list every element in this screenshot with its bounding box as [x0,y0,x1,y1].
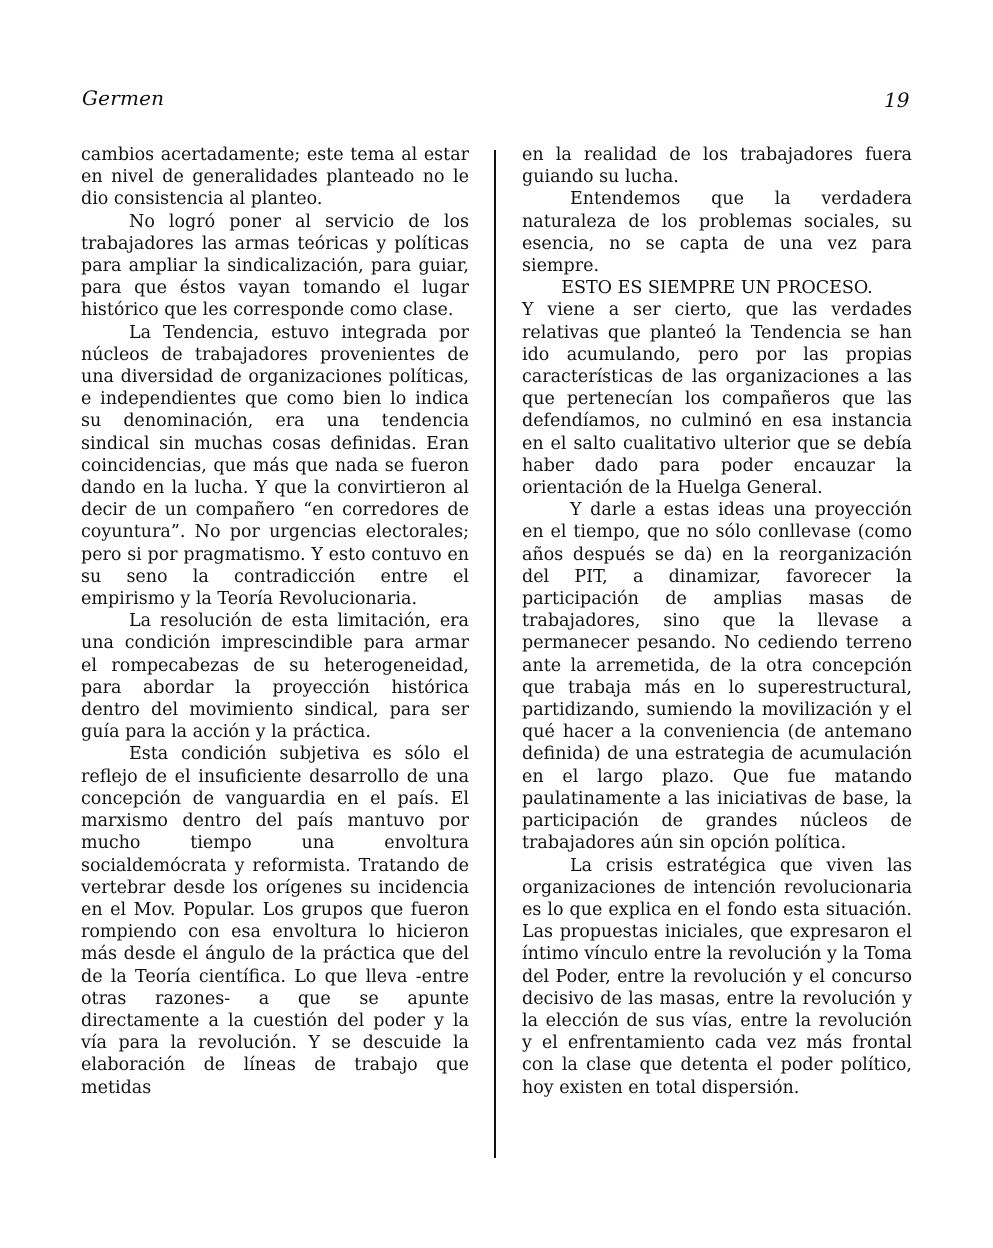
left-paragraph-3: La Tendencia, estuvo integrada por núcleos de trabajadores provenientes de una diversidad de organizaciones políticas, e independientes que como bien lo indica su denominación, era una tendencia sindical sin muchas cosas definidas. Eran coincidencias, que más que nada se fueron dando en la lucha. Y que la convirtieron al decir de un compañero “en corredores de coyuntura”. No por urgencias electorales; pero si por pragmatismo. Y esto contuvo en su seno la contradicción entre el empirismo y la Teoría Revolucionaria. [81,322,469,610]
right-column [522,144,912,1099]
column-divider [494,150,496,1158]
running-head-title: Germen [82,86,165,110]
left-column [81,144,469,1099]
right-heading-line: ESTO ES SIEMPRE UN PROCESO. [561,278,873,299]
left-paragraph-5: Esta condición subjetiva es sólo el reflejo de el insuficiente desarrollo de una concepción de vanguardia en el país. El marxismo dentro del país mantuvo por mucho tiempo una envoltura socialdemócrata y reformista. Tratando de vertebrar desde los orígenes su incidencia en el Mov. Popular. Los grupos que fueron rompiendo con esa envoltura lo hicieron más desde el ángulo de la práctica que del de la Teoría científica. Lo que lleva -entre otras razones- a que se apunte directamente a la cuestión del poder y la vía para la revolución. Y se descuide la elaboración de líneas de trabajo que metidas [81,744,469,1098]
right-paragraph-1: en la realidad de los trabajadores fuera guiando su lucha. [522,145,912,188]
left-paragraph-1: cambios acertadamente; este tema al estar en nivel de generalidades planteado no le dio consistencia al planteo. [81,145,469,210]
right-paragraph-2: Entendemos que la verdadera naturaleza de los problemas sociales, su esencia, no se capta de una vez para siempre. [522,189,912,277]
left-paragraph-2: No logró poner al servicio de los trabajadores las armas teóricas y políticas para ampliar la sindicalización, para guiar, para que éstos vayan tomando el lugar histórico que les corresponde como clase. [81,211,469,321]
right-paragraph-4: Y darle a estas ideas una proyección en el tiempo, que no sólo conllevase (como años después se da) en la reorganización del PIT, a dinamizar, favorecer la participación de amplias masas de trabajadores, sino que la llevase a permanecer pesando. No cediendo terreno ante la arremetida, de la otra concepción que trabaja más en lo superestructural, partidizando, sumiendo la movilización y el qué hacer a la conveniencia (de antemano definida) de una estrategia de acumulación en el largo plazo. Que fue matando paulatinamente a las iniciativas de base, la participación de grandes núcleos de trabajadores aún sin opción política. [522,500,912,854]
right-paragraph-5: La crisis estratégica que viven las organizaciones de intención revolucionaria es lo que explica en el fondo esta situación. Las propuestas iniciales, que expresaron el íntimo vínculo entre la revolución y la Toma del Poder, entre la revolución y el concurso decisivo de las masas, entre la revolución y la elección de sus vías, entre la revolución y el enfrentamiento cada vez más frontal con la clase que detenta el poder político, hoy existen en total dispersión. [522,855,912,1098]
page-number: 19 [884,88,910,112]
right-paragraph-3: Y viene a ser cierto, que las verdades relativas que planteó la Tendencia se han ido acumulando, pero por las propias características de las organizaciones a las que pertenecían los compañeros que las defendíamos, no culminó en esa instancia en el salto cualitativo ulterior que se debía haber dado para poder encauzar la orientación de la Huelga General. [522,300,912,499]
left-paragraph-4: La resolución de esta limitación, era una condición imprescindible para armar el rompecabezas de su heterogeneidad, para abordar la proyección histórica dentro del movimiento sindical, para ser guía para la acción y la práctica. [81,611,469,743]
